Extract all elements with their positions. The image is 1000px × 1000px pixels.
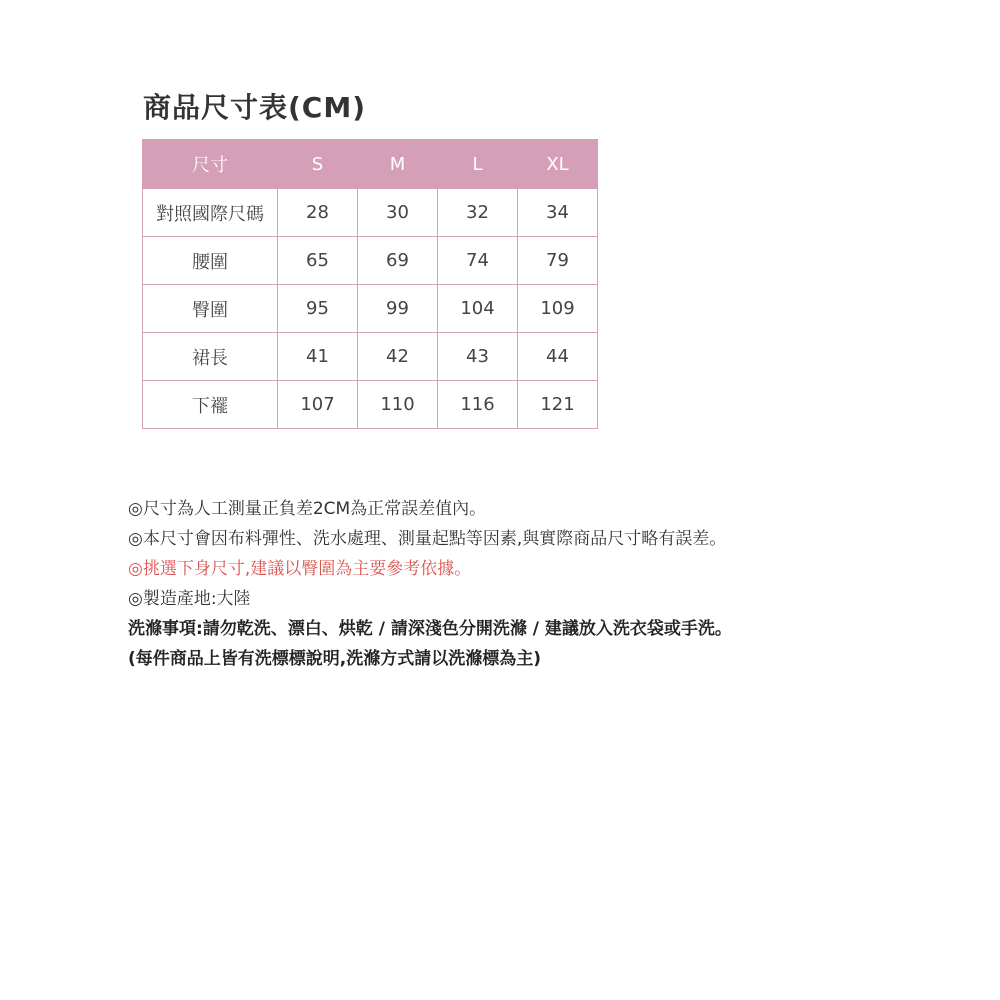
table-cell: 41 xyxy=(278,333,358,381)
header-cell-s: S xyxy=(278,140,358,189)
table-row xyxy=(143,333,598,381)
table-row xyxy=(143,381,598,429)
note-origin: ◎製造產地:大陸 xyxy=(128,589,251,609)
table-cell: 121 xyxy=(518,381,598,429)
table-cell: 28 xyxy=(278,189,358,237)
note-washing-instructions: 洗滌事項:請勿乾洗、漂白、烘乾 / 請深淺色分開洗滌 / 建議放入洗衣袋或手洗。 xyxy=(128,619,732,639)
row-label: 腰圍 xyxy=(143,237,278,285)
table-cell: 30 xyxy=(358,189,438,237)
header-cell-xl: XL xyxy=(518,140,598,189)
table-cell: 69 xyxy=(358,237,438,285)
note-size-selection-tip: ◎挑選下身尺寸,建議以臀圍為主要參考依據。 xyxy=(128,559,472,579)
table-header-row xyxy=(143,140,598,189)
table-cell: 104 xyxy=(438,285,518,333)
note-measurement-tolerance: ◎尺寸為人工測量正負差2CM為正常誤差值內。 xyxy=(128,499,487,519)
table-cell: 74 xyxy=(438,237,518,285)
table-cell: 34 xyxy=(518,189,598,237)
table-row xyxy=(143,285,598,333)
row-label: 對照國際尺碼 xyxy=(143,189,278,237)
table-cell: 44 xyxy=(518,333,598,381)
table-cell: 65 xyxy=(278,237,358,285)
table-cell: 95 xyxy=(278,285,358,333)
table-cell: 43 xyxy=(438,333,518,381)
table-row xyxy=(143,237,598,285)
size-table xyxy=(142,139,598,429)
page-title: 商品尺寸表(CM) xyxy=(143,91,367,124)
notes-section xyxy=(128,494,988,674)
header-cell-m: M xyxy=(358,140,438,189)
table-cell: 110 xyxy=(358,381,438,429)
table-row xyxy=(143,189,598,237)
note-fabric-variance: ◎本尺寸會因布料彈性、洗水處理、測量起點等因素,與實際商品尺寸略有誤差。 xyxy=(128,529,727,549)
table-cell: 116 xyxy=(438,381,518,429)
header-cell-size: 尺寸 xyxy=(143,140,278,189)
table-cell: 79 xyxy=(518,237,598,285)
row-label: 臀圍 xyxy=(143,285,278,333)
table-cell: 99 xyxy=(358,285,438,333)
table-cell: 109 xyxy=(518,285,598,333)
note-washing-label: (每件商品上皆有洗標標說明,洗滌方式請以洗滌標為主) xyxy=(128,649,541,669)
row-label: 裙長 xyxy=(143,333,278,381)
header-cell-l: L xyxy=(438,140,518,189)
row-label: 下襬 xyxy=(143,381,278,429)
table-cell: 42 xyxy=(358,333,438,381)
table-cell: 107 xyxy=(278,381,358,429)
table-cell: 32 xyxy=(438,189,518,237)
